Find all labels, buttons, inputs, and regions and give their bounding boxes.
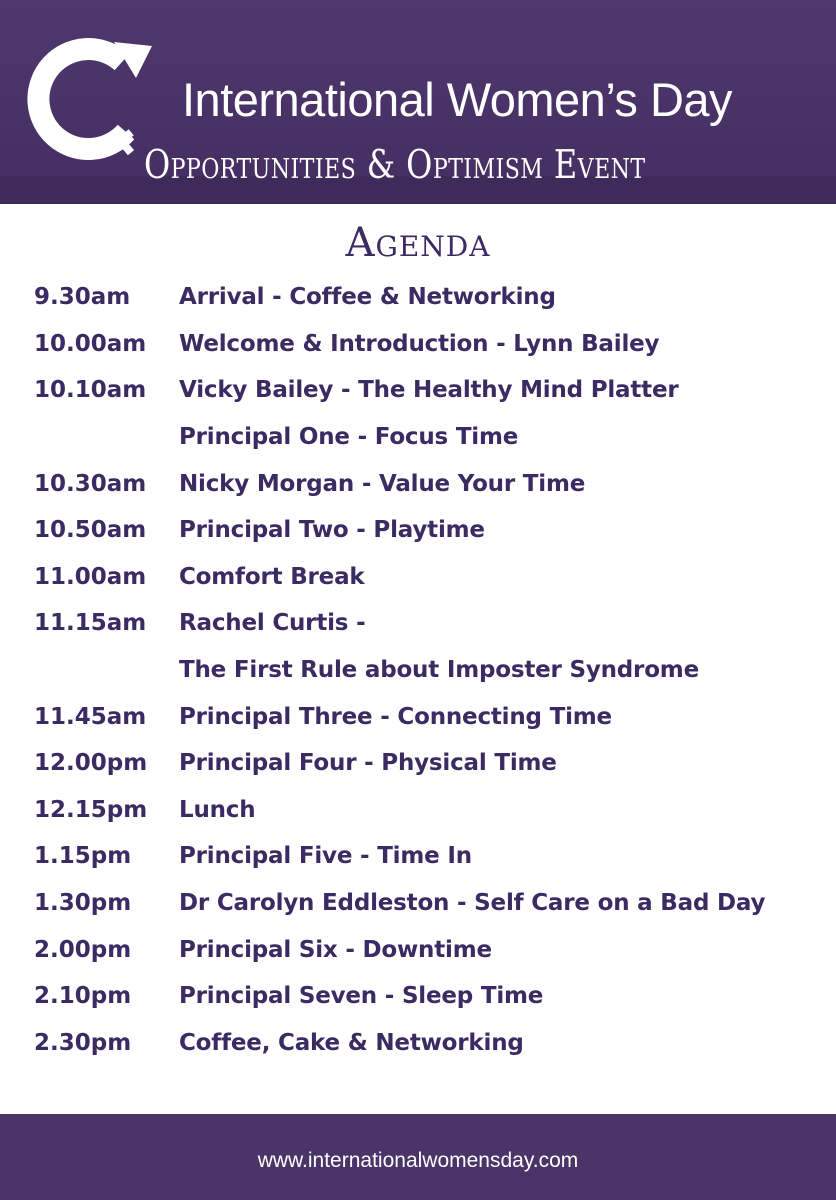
agenda-item: Coffee, Cake & Networking	[179, 1029, 524, 1056]
agenda-time: 10.50am	[34, 517, 147, 544]
agenda-time: 10.10am	[34, 377, 147, 404]
website-url: www.internationalwomensday.com	[257, 1149, 579, 1172]
iwd-venus-symbol-icon	[26, 34, 158, 160]
agenda-item: Comfort Break	[179, 563, 365, 590]
agenda-row	[34, 274, 824, 321]
agenda-time: 2.10pm	[34, 983, 132, 1010]
agenda-time: 1.30pm	[34, 890, 132, 917]
agenda-row	[34, 414, 824, 461]
agenda-row	[34, 367, 824, 414]
agenda-time: 12.00pm	[34, 750, 148, 777]
agenda-time: 11.15am	[34, 610, 147, 637]
agenda-time: 11.00am	[34, 563, 147, 590]
agenda-row	[34, 926, 824, 973]
agenda-item: Principal Two - Playtime	[179, 517, 485, 544]
agenda-item: Principal Five - Time In	[179, 843, 472, 870]
agenda-item: Rachel Curtis -	[179, 610, 366, 637]
agenda-row	[34, 460, 824, 507]
agenda-row	[34, 600, 824, 647]
agenda-list	[34, 274, 824, 1066]
agenda-item: Principal Six - Downtime	[179, 936, 492, 963]
agenda-row	[34, 787, 824, 834]
agenda-row	[34, 833, 824, 880]
agenda-time: 2.00pm	[34, 936, 132, 963]
agenda-item: Principal Four - Physical Time	[179, 750, 557, 777]
agenda-item: Arrival - Coffee & Networking	[179, 284, 556, 311]
agenda-row	[34, 321, 824, 368]
agenda-time: 2.30pm	[34, 1029, 132, 1056]
agenda-row	[34, 554, 824, 601]
agenda-row	[34, 880, 824, 927]
agenda-row	[34, 693, 824, 740]
agenda-row	[34, 647, 824, 694]
header-subtitle: Opportunities & Optimism Event	[144, 143, 646, 188]
agenda-item: Principal Seven - Sleep Time	[179, 983, 544, 1010]
agenda-item: The First Rule about Imposter Syndrome	[179, 657, 699, 684]
header-title: International Women’s Day	[182, 73, 733, 126]
agenda-item: Vicky Bailey - The Healthy Mind Platter	[179, 377, 679, 404]
agenda-time: 9.30am	[34, 284, 131, 311]
agenda-title: Agenda	[345, 220, 491, 266]
agenda-time: 12.15pm	[34, 796, 148, 823]
agenda-row	[34, 1020, 824, 1067]
agenda-item: Principal One - Focus Time	[179, 424, 519, 451]
agenda-item: Nicky Morgan - Value Your Time	[179, 470, 586, 497]
agenda-time: 11.45am	[34, 703, 147, 730]
agenda-time: 10.30am	[34, 470, 147, 497]
agenda-time: 1.15pm	[34, 843, 132, 870]
agenda-item: Lunch	[179, 796, 256, 823]
agenda-time: 10.00am	[34, 330, 147, 357]
agenda-item: Welcome & Introduction - Lynn Bailey	[179, 330, 660, 357]
agenda-row	[34, 740, 824, 787]
header-banner	[0, 0, 836, 204]
agenda-item: Principal Three - Connecting Time	[179, 703, 612, 730]
agenda-row	[34, 507, 824, 554]
agenda-item: Dr Carolyn Eddleston - Self Care on a Bad Day	[179, 890, 766, 917]
agenda-row	[34, 973, 824, 1020]
